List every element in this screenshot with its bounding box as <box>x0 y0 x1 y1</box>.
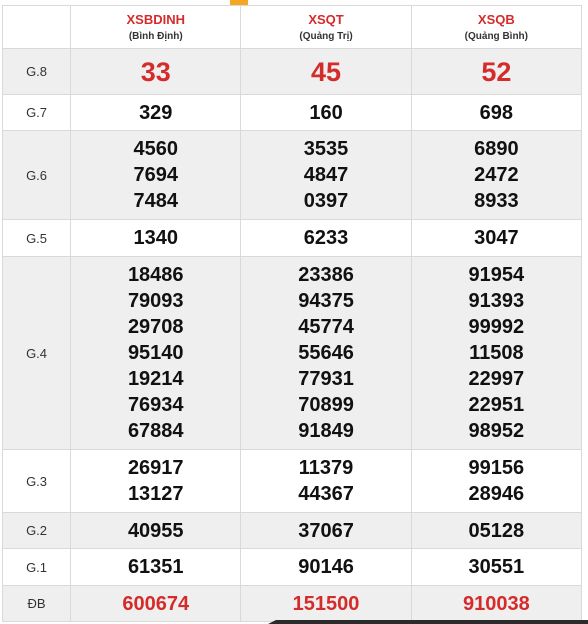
prize-row-g4 <box>3 257 582 450</box>
prize-number: 45 <box>311 56 342 87</box>
prize-number: 26917 <box>127 457 184 479</box>
lottery-results-table <box>2 5 582 622</box>
prize-number: 4847 <box>303 164 349 186</box>
prize-number: 7694 <box>133 164 178 186</box>
prize-label: G.1 <box>3 549 71 586</box>
prize-number: 3535 <box>303 138 349 160</box>
prize-number: 30551 <box>468 556 525 578</box>
header-row <box>3 6 582 49</box>
prize-cell <box>241 49 411 95</box>
prize-number: 0397 <box>303 190 349 212</box>
prize-label: G.3 <box>3 450 71 513</box>
prize-number: 99156 <box>468 457 525 479</box>
prize-cell <box>411 220 581 257</box>
prize-number: 4560 <box>133 138 178 160</box>
prize-label: G.6 <box>3 131 71 220</box>
prize-number: 99992 <box>468 316 525 338</box>
province-name: (Bình Định) <box>128 30 183 42</box>
province-header-qt[interactable] <box>241 6 411 49</box>
prize-label: G.5 <box>3 220 71 257</box>
prize-row-g2 <box>3 513 582 549</box>
province-name: (Quảng Trị) <box>299 30 353 42</box>
prize-number: 76934 <box>127 394 184 416</box>
prize-number: 98952 <box>468 420 525 442</box>
prize-number: 22951 <box>468 394 525 416</box>
prize-number: 90146 <box>298 556 354 578</box>
prize-cell <box>241 549 411 586</box>
prize-number: 11379 <box>298 457 354 479</box>
prize-row-g5 <box>3 220 582 257</box>
prize-number: 61351 <box>127 556 184 578</box>
prize-cell <box>411 549 581 586</box>
special-prize-number: 910038 <box>462 592 530 615</box>
bottom-accent-bar <box>276 620 588 624</box>
prize-number: 45774 <box>298 316 354 338</box>
prize-cell <box>71 586 241 622</box>
prize-number: 160 <box>309 101 343 124</box>
corner-cell <box>3 6 71 49</box>
prize-cell <box>411 131 581 220</box>
prize-cell <box>411 586 581 622</box>
prize-number: 44367 <box>298 483 354 505</box>
prize-number: 95140 <box>127 342 184 364</box>
prize-row-g1 <box>3 549 582 586</box>
prize-label: G.8 <box>3 49 71 95</box>
prize-label: G.4 <box>3 257 71 450</box>
prize-cell <box>71 549 241 586</box>
prize-number: 13127 <box>127 483 184 505</box>
prize-cell <box>241 220 411 257</box>
prize-row-g7 <box>3 95 582 131</box>
prize-number: 6890 <box>474 138 519 160</box>
prize-number: 329 <box>139 101 173 124</box>
prize-cell <box>411 49 581 95</box>
prize-number: 77931 <box>298 368 354 390</box>
prize-number: 70899 <box>298 394 354 416</box>
prize-number: 55646 <box>298 342 354 364</box>
prize-cell <box>411 450 581 513</box>
prize-number: 05128 <box>468 519 525 542</box>
prize-row-g6 <box>3 131 582 220</box>
special-prize-number: 151500 <box>292 592 360 615</box>
prize-cell <box>71 49 241 95</box>
prize-number: 29708 <box>127 316 184 338</box>
prize-cell <box>411 257 581 450</box>
province-name: (Quảng Bình) <box>464 30 528 42</box>
special-prize-number: 600674 <box>122 592 190 615</box>
prize-label: G.2 <box>3 513 71 549</box>
prize-cell <box>241 257 411 450</box>
prize-cell <box>71 513 241 549</box>
prize-cell <box>411 513 581 549</box>
prize-cell <box>411 95 581 131</box>
prize-number: 1340 <box>133 227 178 249</box>
prize-number: 3047 <box>474 227 519 249</box>
province-code[interactable]: XSQB <box>477 11 515 27</box>
prize-cell <box>241 95 411 131</box>
province-header-bdinh[interactable] <box>71 6 241 49</box>
prize-cell <box>71 220 241 257</box>
prize-number: 22997 <box>468 368 525 390</box>
prize-row-g8 <box>3 49 582 95</box>
prize-cell <box>71 257 241 450</box>
prize-number: 52 <box>481 56 512 87</box>
prize-cell <box>241 513 411 549</box>
prize-number: 67884 <box>127 420 184 442</box>
province-header-qb[interactable] <box>411 6 581 49</box>
prize-number: 79093 <box>127 290 184 312</box>
prize-cell <box>241 131 411 220</box>
prize-number: 8933 <box>474 190 519 212</box>
prize-cell <box>71 450 241 513</box>
prize-number: 37067 <box>298 519 354 542</box>
prize-cell <box>241 586 411 622</box>
prize-cell <box>71 95 241 131</box>
prize-number: 91954 <box>468 264 525 286</box>
prize-number: 18486 <box>127 264 184 286</box>
province-code[interactable]: XSQT <box>308 11 344 27</box>
prize-number: 23386 <box>298 264 354 286</box>
prize-number: 698 <box>479 101 514 124</box>
prize-number: 28946 <box>468 483 525 505</box>
prize-label: ĐB <box>3 586 71 622</box>
prize-number: 2472 <box>474 164 519 186</box>
prize-number: 40955 <box>127 519 184 542</box>
province-code[interactable]: XSBDINH <box>126 11 185 27</box>
prize-row-g3 <box>3 450 582 513</box>
prize-cell <box>241 450 411 513</box>
prize-number: 91393 <box>468 290 525 312</box>
prize-number: 94375 <box>298 290 354 312</box>
prize-label: G.7 <box>3 95 71 131</box>
prize-number: 91849 <box>298 420 354 442</box>
prize-row-special <box>3 586 582 622</box>
prize-number: 11508 <box>469 342 524 364</box>
prize-number: 19214 <box>127 368 184 390</box>
prize-number: 6233 <box>303 227 349 249</box>
prize-cell <box>71 131 241 220</box>
prize-number: 7484 <box>133 190 178 212</box>
prize-number: 33 <box>140 56 171 87</box>
